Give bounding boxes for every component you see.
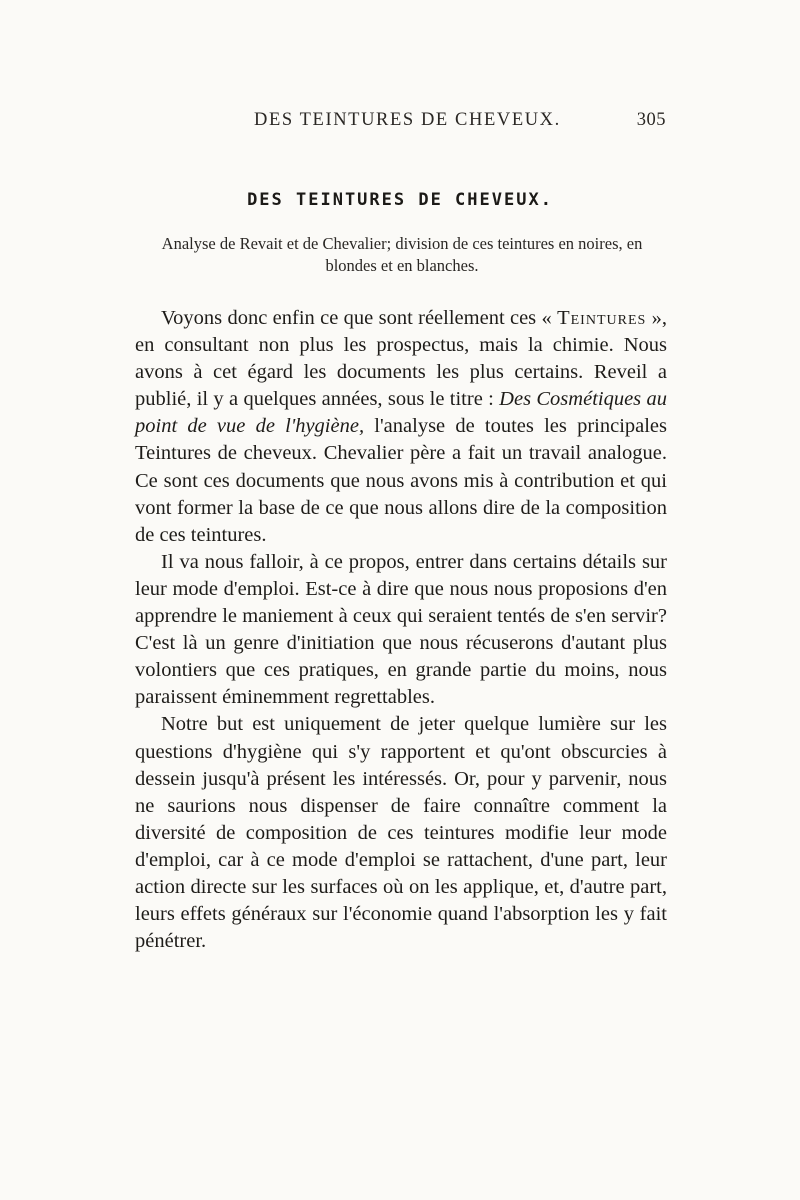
paragraph-3: Notre but est uniquement de jeter quelque lumière sur les questions d'hygiène qui s'y rapportent et qu'ont obscurcies à dessein jusqu'à présent les intéressés. Or, pour y parvenir, nous ne saurions nous dispenser de faire connaître comment la diversité de composition de ces teintures modifie leur mode d'emploi, car à ce mode d'emploi se rattachent, d'une part, leur action directe sur les surfaces où on les applique, et, d'autre part, leurs effets généraux sur l'économie quand l'absorption les y fait pénétrer. — [135, 713, 667, 953]
running-title: DES TEINTURES DE CHEVEUX. — [254, 110, 561, 130]
body-text — [135, 305, 667, 955]
section-title: DES TEINTURES DE CHEVEUX. — [247, 190, 553, 210]
paragraph-1-part-b: », en consultant non plus les prospectus, mais la chimie. Nous avons à cet égard les documents les plus certains. Reveil a publié, il y a quelques années, sous le titre : — [135, 307, 667, 411]
paragraph-1-small-caps: Teintures — [557, 307, 647, 329]
paragraph-1-part-a: Voyons donc enfin ce que sont réellement ces « — [161, 307, 558, 329]
page-number: 305 — [636, 110, 666, 130]
paragraph-1-part-c: l'analyse de toutes les principales Teintures de cheveux. Chevalier père a fait un travail analogue. Ce sont ces documents que nous avons mis à contribution et qui vont former la base de ce que nous allons dire de la composition de ces teintures. — [135, 415, 668, 546]
section-summary: Analyse de Revait et de Chevalier; division de ces teintures en noires, en blondes et en blanches. — [161, 234, 643, 275]
paragraph-1 — [135, 305, 667, 549]
running-head — [134, 110, 666, 136]
paragraph-1-italic-title: Des Cosmétiques au point de vue de l'hygiène, — [135, 388, 667, 438]
paragraph-2: Il va nous falloir, à ce propos, entrer dans certains détails sur leur mode d'emploi. Est-ce à dire que nous nous proposions d'en apprendre le maniement à ceux qui seraient tentés de s'en servir? C'est là un genre d'initiation que nous récuserons d'autant plus volontiers que ces pratiques, en grande partie du moins, nous paraissent éminemment regrettables. — [135, 550, 667, 709]
